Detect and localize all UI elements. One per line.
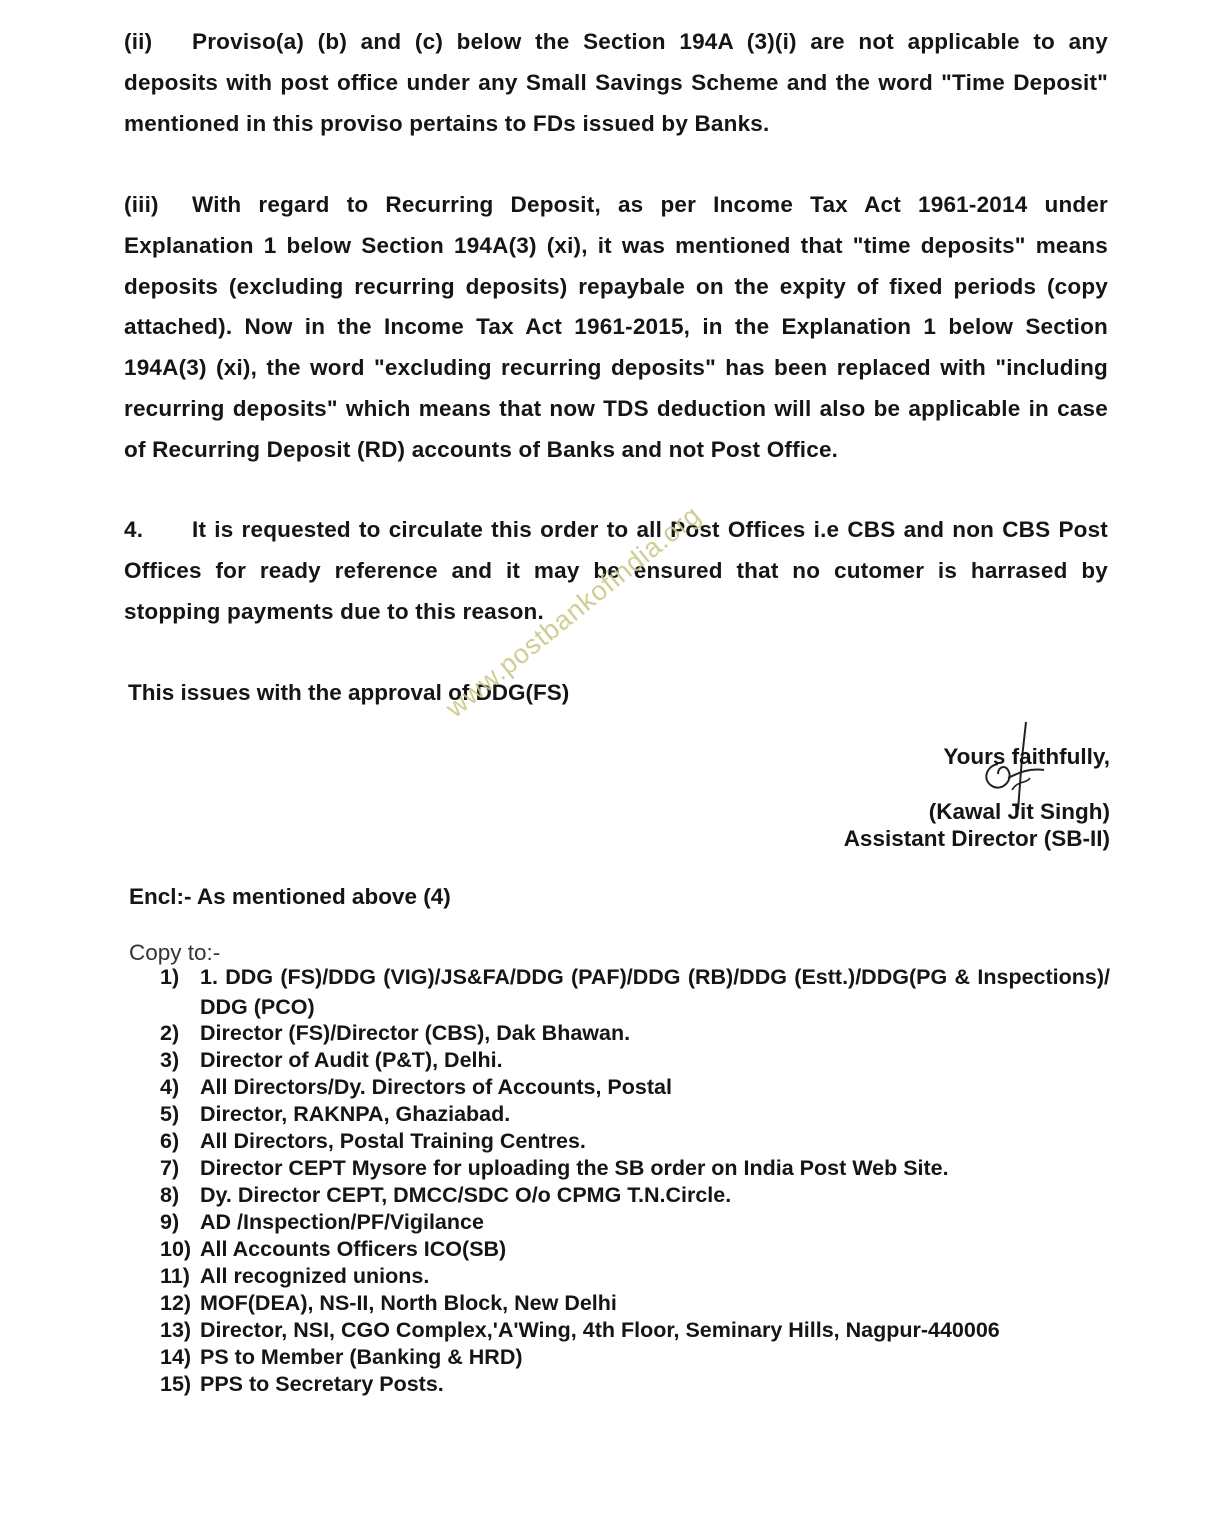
signatory-name: (Kawal Jit Singh) — [928, 799, 1110, 824]
copy-to-item — [160, 1371, 1110, 1398]
copy-to-item — [160, 1344, 1110, 1371]
copy-to-item-text: All recognized unions. — [200, 1264, 430, 1288]
copy-to-item-text: PS to Member (Banking & HRD) — [200, 1345, 523, 1369]
paragraph-number: (ii) — [124, 29, 153, 54]
copy-to-item — [160, 1101, 1110, 1128]
approval-line: This issues with the approval of DDG(FS) — [128, 680, 570, 705]
copy-to-item — [160, 1047, 1110, 1074]
copy-to-item-text: Director, RAKNPA, Ghaziabad. — [200, 1102, 511, 1126]
paragraph-number: 4. — [124, 517, 144, 542]
copy-to-item-text: All Directors, Postal Training Centres. — [200, 1129, 586, 1153]
paragraph-text: It is requested to circulate this order to all Post Offices i.e CBS and non CBS Post Offices for ready reference and it may be ensured that no cutomer is harrased by stopping payments due to this reason. — [124, 517, 1108, 624]
copy-to-item-number: 8) — [160, 1183, 180, 1207]
paragraph-text: With regard to Recurring Deposit, as per Income Tax Act 1961-2014 under Explanation 1 below Section 194A(3) (xi), it was mentioned that "time deposits" means deposits (excluding recurring deposits) repaybale on the expity of fixed periods (copy attached). Now in the Income Tax Act 1961-2015, in the Explanation 1 below Section 194A(3) (xi), the word "excluding recurring deposits" has been replaced with "including recurring deposits" which means that now TDS deduction will also be applicable in case of Recurring Deposit (RD) accounts of Banks and not Post Office. — [124, 192, 1108, 462]
website-watermark: www.postbankofindia.org — [440, 499, 707, 724]
paragraph-ii — [124, 22, 1108, 144]
copy-to-item — [160, 1317, 1110, 1344]
copy-to-item — [160, 1074, 1110, 1101]
copy-to-item — [160, 962, 1110, 1022]
copy-to-item — [160, 1209, 1110, 1236]
copy-to-item-text: All Directors/Dy. Directors of Accounts, Postal — [200, 1075, 672, 1099]
paragraph-text: Proviso(a) (b) and (c) below the Section 194A (3)(i) are not applicable to any deposits with post office under any Small Savings Scheme and the word "Time Deposit" mentioned in this proviso pertains to FDs issued by Banks. — [124, 29, 1108, 136]
copy-to-item-number: 5) — [160, 1102, 180, 1126]
copy-to-item — [160, 1128, 1110, 1155]
copy-to-heading: Copy to:- — [129, 940, 221, 965]
copy-to-item-number: 11) — [160, 1264, 190, 1288]
copy-to-item-number: 6) — [160, 1129, 180, 1153]
copy-to-item-number: 1) — [160, 965, 180, 989]
copy-to-item-text: Director CEPT Mysore for uploading the SB order on India Post Web Site. — [200, 1156, 949, 1180]
copy-to-item-number: 13) — [160, 1318, 192, 1342]
copy-to-item-number: 14) — [160, 1345, 192, 1369]
copy-to-item — [160, 1020, 1110, 1047]
copy-to-item-number: 7) — [160, 1156, 180, 1180]
copy-to-item-text: All Accounts Officers ICO(SB) — [200, 1237, 507, 1261]
enclosure-line: Encl:- As mentioned above (4) — [129, 884, 451, 909]
paragraph-number: (iii) — [124, 192, 159, 217]
copy-to-item-number: 10) — [160, 1237, 192, 1261]
copy-to-list — [160, 962, 1110, 1398]
copy-to-item — [160, 1236, 1110, 1263]
copy-to-item-number: 4) — [160, 1075, 180, 1099]
copy-to-item-text: AD /Inspection/PF/Vigilance — [200, 1210, 484, 1234]
copy-to-item-text: Director, NSI, CGO Complex,'A'Wing, 4th Floor, Seminary Hills, Nagpur-440006 — [200, 1318, 1000, 1342]
copy-to-item-number: 3) — [160, 1048, 180, 1072]
copy-to-item-text: Director (FS)/Director (CBS), Dak Bhawan. — [200, 1021, 631, 1045]
copy-to-item-text: Director of Audit (P&T), Delhi. — [200, 1048, 503, 1072]
copy-to-item — [160, 1263, 1110, 1290]
copy-to-item-text: Dy. Director CEPT, DMCC/SDC O/o CPMG T.N.Circle. — [200, 1183, 732, 1207]
copy-to-item — [160, 1182, 1110, 1209]
copy-to-item-number: 15) — [160, 1372, 192, 1396]
copy-to-item-text: 1. DDG (FS)/DDG (VIG)/JS&FA/DDG (PAF)/DDG (RB)/DDG (Estt.)/DDG(PG & Inspections)/ DDG (PCO) — [200, 965, 1110, 1019]
copy-to-item-text: PPS to Secretary Posts. — [200, 1372, 444, 1396]
closing-salutation: Yours faithfully, — [943, 744, 1110, 769]
copy-to-item-text: MOF(DEA), NS-II, North Block, New Delhi — [200, 1291, 617, 1315]
signatory-designation: Assistant Director (SB-II) — [843, 826, 1110, 851]
paragraph-iii — [124, 185, 1108, 471]
copy-to-item-number: 2) — [160, 1021, 180, 1045]
copy-to-item — [160, 1155, 1110, 1182]
copy-to-item-number: 12) — [160, 1291, 192, 1315]
copy-to-item-number: 9) — [160, 1210, 180, 1234]
copy-to-item — [160, 1290, 1110, 1317]
